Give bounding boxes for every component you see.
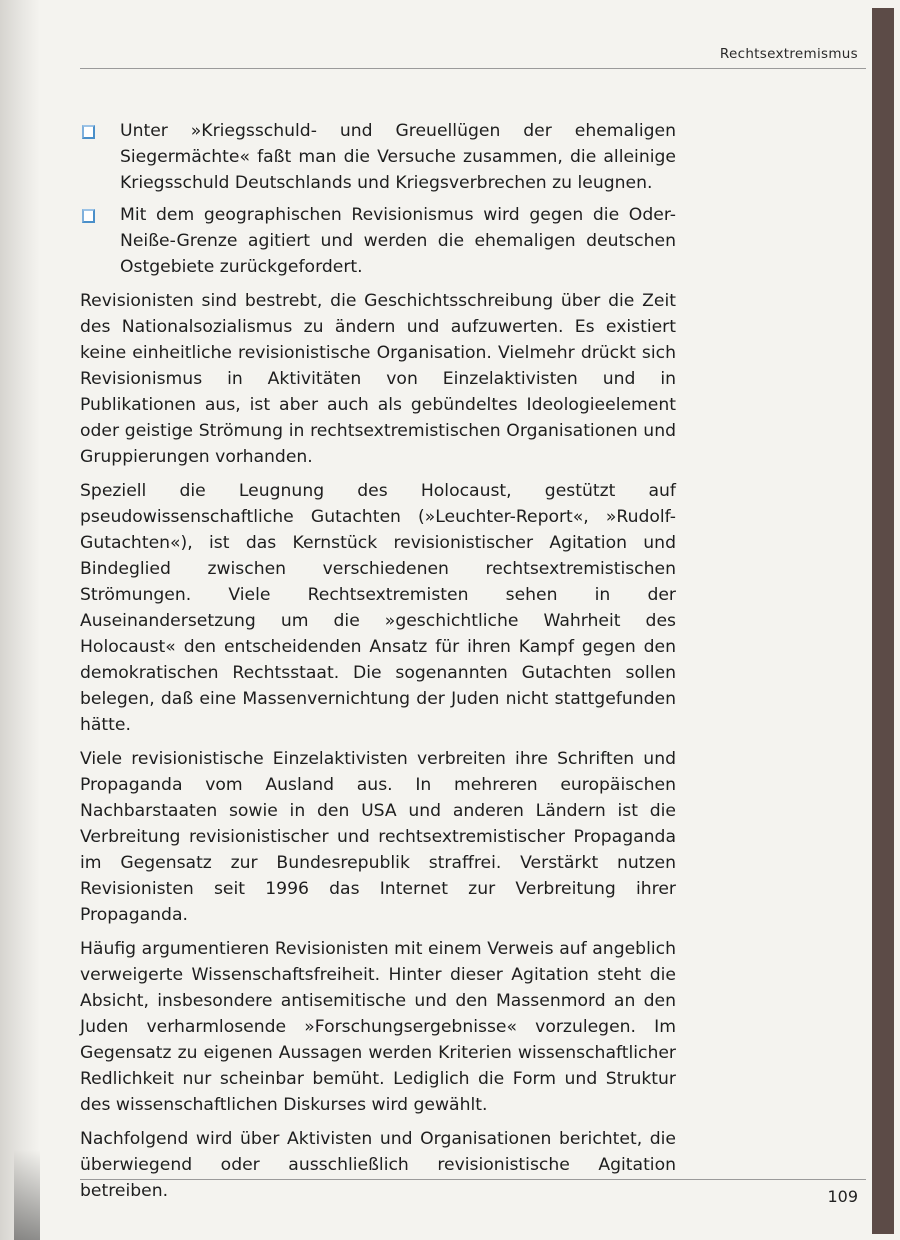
paragraph: Revisionisten sind bestrebt, die Geschichtsschreibung über die Zeit des Nationalsozialismus zu ändern und aufzuwerten. Es existiert keine einheitliche revisionistische Organisation. Vielmehr drückt sich Revisionismus in Aktivitäten von Einzelaktivisten und in Publikationen aus, ist aber auch als gebündeltes Ideologieelement oder geistige Strömung in rechtsextremistischen Organisationen und Gruppierungen vorhanden. bbox=[80, 291, 676, 467]
footer-rule bbox=[80, 1179, 866, 1180]
paragraph: Viele revisionistische Einzelaktivisten verbreiten ihre Schriften und Propaganda vom Ausland aus. In mehreren europäischen Nachbarstaaten sowie in den USA und anderen Ländern ist die Verbreitung revisionistischer und rechtsextremistischer Propaganda im Gegensatz zur Bundesrepublik straffrei. Verstärkt nutzen Revisionisten seit 1996 das Internet zur Verbreitung ihrer Propaganda. bbox=[80, 749, 676, 925]
page-edge-bar bbox=[872, 8, 894, 1234]
paragraph: Nachfolgend wird über Aktivisten und Organisationen berichtet, die überwiegend oder ausschließlich revisionistische Agitation betreiben. bbox=[80, 1129, 676, 1201]
page-gutter-shadow bbox=[0, 0, 40, 1240]
page-number: 109 bbox=[827, 1187, 858, 1206]
bullet-text: Mit dem geographischen Revisionismus wird gegen die Oder-Neiße-Grenze agitiert und werden die ehemaligen deutschen Ostgebiete zurückgefordert. bbox=[120, 205, 676, 277]
paragraph: Speziell die Leugnung des Holocaust, gestützt auf pseudowissenschaftliche Gutachten (»Leuchter-Report«, »Rudolf-Gutachten«), ist das Kernstück revisionistischer Agitation und Bindeglied zwischen verschiedenen rechtsextremistischen Strömungen. Viele Rechtsextremisten sehen in der Auseinandersetzung um die »geschichtliche Wahrheit des Holocaust« den entscheidenden Ansatz für ihren Kampf gegen den demokratischen Rechtsstaat. Die sogenannten Gutachten sollen belegen, daß eine Massenvernichtung der Juden nicht stattgefunden hätte. bbox=[80, 481, 676, 735]
bullet-item bbox=[80, 118, 676, 196]
bullet-text: Unter »Kriegsschuld- und Greuellügen der ehemaligen Siegermächte« faßt man die Versuche zusammen, die alleinige Kriegsschuld Deutschlands und Kriegsverbrechen zu leugnen. bbox=[120, 121, 676, 193]
bullet-item bbox=[80, 202, 676, 280]
binding-corner-shadow bbox=[14, 1150, 40, 1240]
paragraph: Häufig argumentieren Revisionisten mit einem Verweis auf angeblich verweigerte Wissenschaftsfreiheit. Hinter dieser Agitation steht die Absicht, insbesondere antisemitische und den Massenmord an den Juden verharmlosende »Forschungsergebnisse« vorzulegen. Im Gegensatz zu eigenen Aussagen werden Kriterien wissenschaftlicher Redlichkeit nur scheinbar bemüht. Lediglich die Form und Struktur des wissenschaftlichen Diskurses wird gewählt. bbox=[80, 939, 676, 1115]
running-head: Rechtsextremismus bbox=[719, 46, 858, 62]
header-rule bbox=[80, 68, 866, 69]
checkbox-bullet-icon bbox=[82, 209, 95, 223]
page-body bbox=[80, 118, 676, 1204]
checkbox-bullet-icon bbox=[82, 125, 95, 139]
